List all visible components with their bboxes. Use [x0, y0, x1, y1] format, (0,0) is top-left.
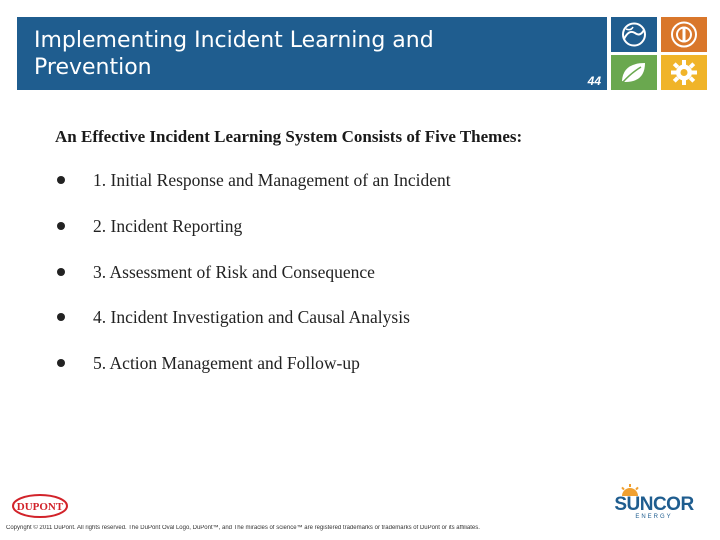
- themes-list: [55, 168, 675, 397]
- gear-icon: [661, 55, 707, 90]
- list-item-text: 2. Incident Reporting: [93, 215, 243, 236]
- list-item-text: 1. Initial Response and Management of an Incident: [93, 170, 451, 190]
- list-item: [55, 168, 675, 214]
- list-item: [55, 351, 675, 397]
- slide-subtitle: An Effective Incident Learning System Consists of Five Themes:: [55, 127, 523, 146]
- suncor-logo-subtitle: ENERGY: [635, 514, 673, 520]
- list-item: [55, 305, 675, 351]
- dupont-logo: [10, 493, 70, 519]
- bullet-icon: [57, 176, 65, 184]
- leaf-icon: [611, 55, 657, 90]
- slide-header: [17, 17, 607, 90]
- globe-hands-icon: [611, 17, 657, 52]
- bullet-icon: [57, 313, 65, 321]
- bullet-icon: [57, 268, 65, 276]
- list-item: [55, 260, 675, 306]
- slide-title: Implementing Incident Learning and Prevention: [34, 28, 434, 80]
- copyright-notice: Copyright © 2011 DuPont. All rights reserved. The DuPont Oval Logo, DuPont™, and The miracles of science™ are registered trademarks or trademarks of DuPont or its affiliates.: [6, 525, 480, 531]
- page-number: 44: [587, 74, 601, 88]
- list-item-text: 4. Incident Investigation and Causal Analysis: [93, 307, 410, 328]
- target-icon: [661, 17, 707, 52]
- list-item: [55, 214, 675, 260]
- bullet-icon: [57, 359, 65, 367]
- list-item-text: 5. Action Management and Follow-up: [93, 353, 360, 374]
- sustainability-logo-grid: [611, 17, 707, 90]
- suncor-logo-name: SUNCOR: [614, 494, 694, 515]
- bullet-icon: [57, 222, 65, 230]
- dupont-oval-icon: [10, 493, 70, 519]
- dupont-logo-text: DUPONT: [16, 501, 64, 513]
- suncor-logo: [608, 484, 700, 524]
- list-item-text: 3. Assessment of Risk and Consequence: [93, 261, 375, 282]
